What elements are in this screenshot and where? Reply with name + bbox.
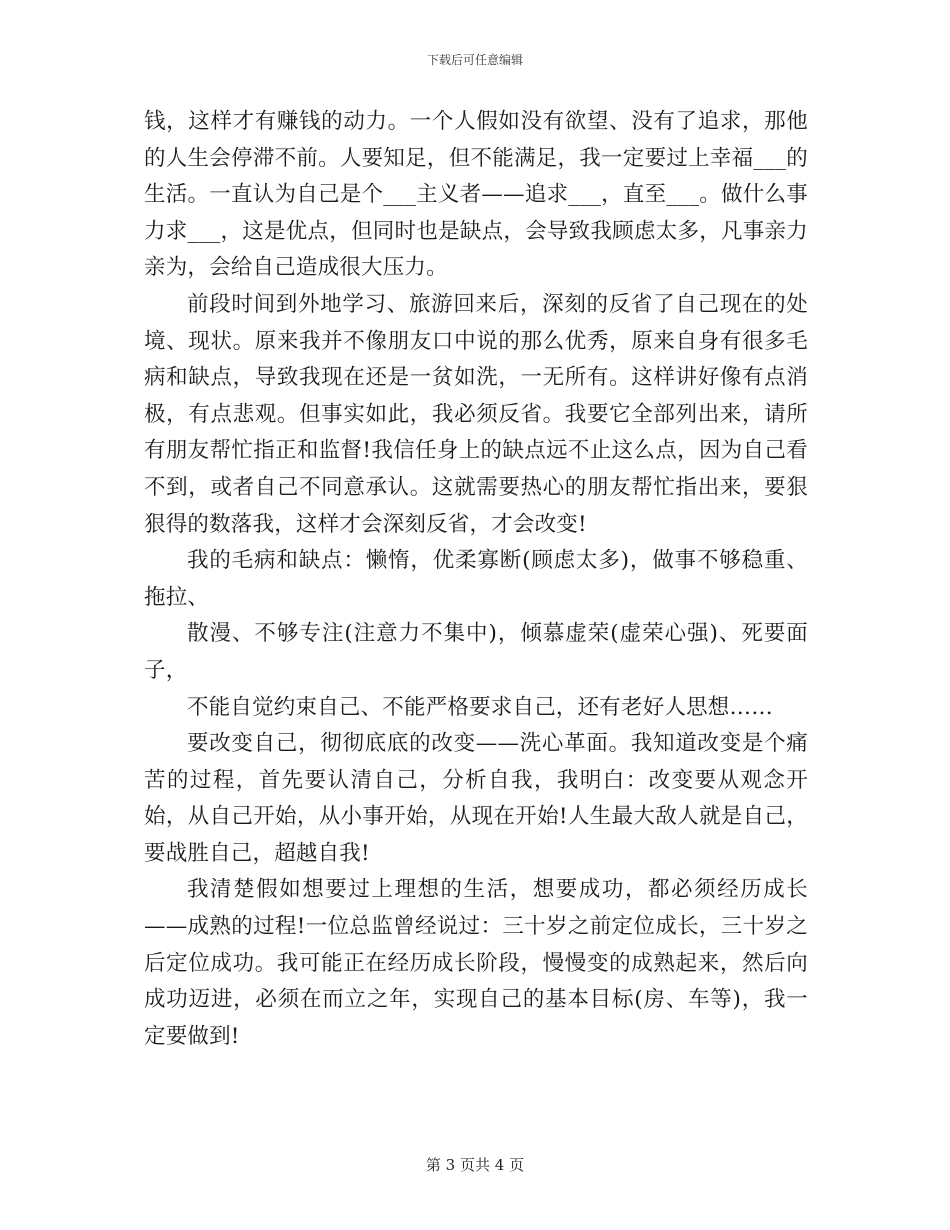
- paragraph-faults-2: 散漫、不够专注(注意力不集中)，倾慕虚荣(虚荣心强)、死要面子，: [144, 621, 808, 683]
- paragraph-faults-3: 不能自觉约束自己、不能严格要求自己，还有老好人思想……: [187, 694, 773, 720]
- paragraph-goals: 我清楚假如想要过上理想的生活，想要成功，都必须经历成长——成熟的过程!一位总监曾经说过：三十岁之前定位成长，三十岁之后定位成功。我可能正在经历成长阶段，慢慢变的成熟起来，然后向成功迈进，必须在而立之年，实现自己的基本目标(房、车等)，我一定要做到!: [144, 877, 808, 1049]
- paragraph-faults-1: 我的毛病和缺点：懒惰，优柔寡断(顾虑太多)，做事不够稳重、拖拉、: [144, 548, 808, 610]
- paragraph-reflection: 前段时间到外地学习、旅游回来后，深刻的反省了自己现在的处境、现状。原来我并不像朋友口中说的那么优秀，原来自身有很多毛病和缺点，导致我现在还是一贫如洗，一无所有。这样讲好像有点消极，有点悲观。但事实如此，我必须反省。我要它全部列出来，请所有朋友帮忙指正和监督!我信任身上的缺点远不止这么点，因为自己看不到，或者自己不同意承认。这就需要热心的朋友帮忙指出来，要狠狠得的数落我，这样才会深刻反省，才会改变!: [144, 291, 808, 537]
- page-header: 下载后可任意编辑: [426, 53, 523, 67]
- page-number: 第 3 页共 4 页: [425, 1156, 525, 1174]
- paragraph-continuation: 钱，这样才有赚钱的动力。一个人假如没有欲望、没有了追求，那他的人生会停滞不前。人要知足，但不能满足，我一定要过上幸福___的生活。一直认为自己是个___主义者——追求___，直至___。做什么事力求___，这是优点，但同时也是缺点，会导致我顾虑太多，凡事亲力亲为，会给自己造成很大压力。: [144, 109, 808, 281]
- paragraph-change: 要改变自己，彻彻底底的改变——洗心革面。我知道改变是个痛苦的过程，首先要认清自己，分析自我，我明白：改变要从观念开始，从自己开始，从小事开始，从现在开始!人生最大敌人就是自己，要战胜自己，超越自我!: [144, 731, 808, 866]
- document-body: [144, 104, 808, 1055]
